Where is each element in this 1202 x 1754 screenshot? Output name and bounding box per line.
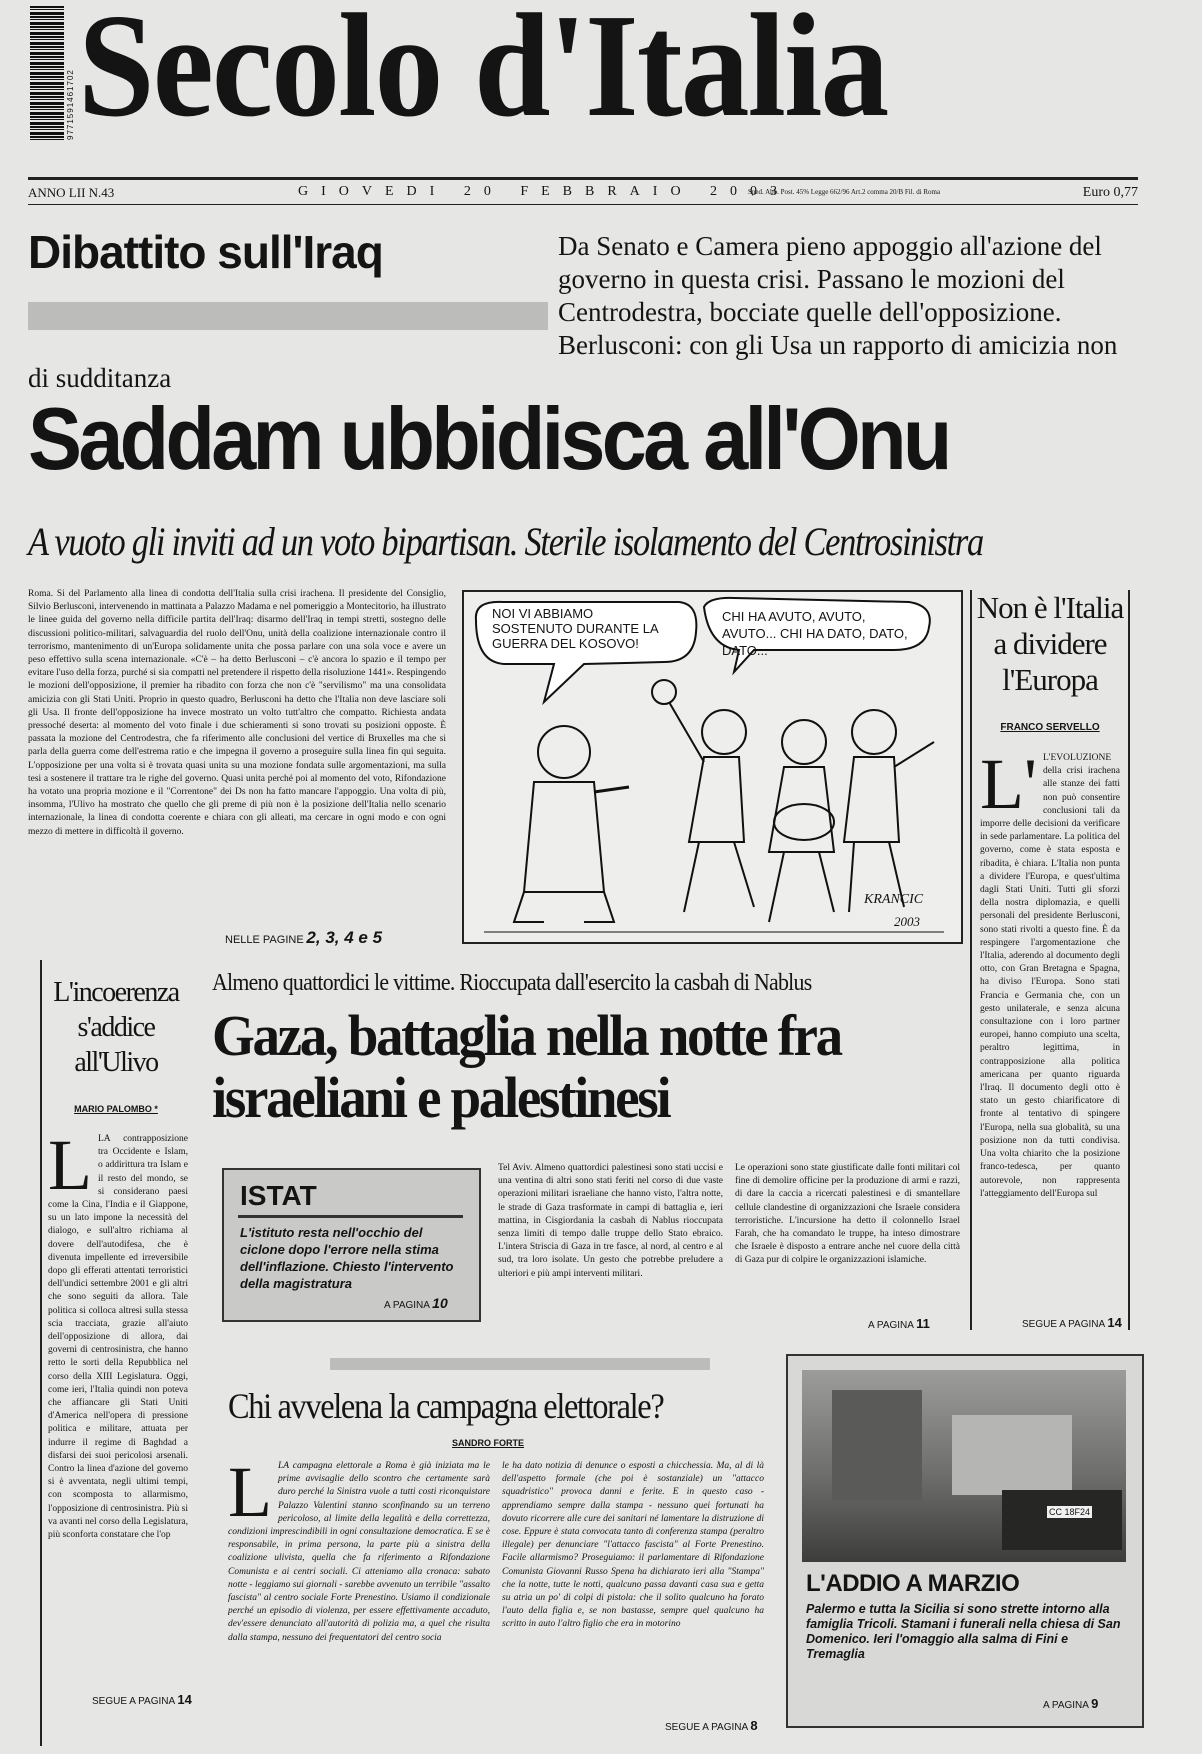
campagna-continue: SEGUE A PAGINA 8 [665, 1718, 758, 1733]
masthead-title: Secolo d'Italia [78, 0, 888, 148]
photo-tree [832, 1390, 922, 1500]
gaza-headline: Gaza, battaglia nella notte fra israeliani e palestinesi [212, 1003, 841, 1130]
photo-building [952, 1415, 1072, 1495]
column-rule [970, 590, 972, 1330]
dateline [28, 183, 1138, 205]
campagna-headline: Chi avvelena la campagna elettorale? [228, 1386, 664, 1426]
barcode-number: 9771591461702 [66, 69, 75, 140]
marzio-continue: A PAGINA 9 [1043, 1696, 1099, 1711]
rule [238, 1215, 463, 1218]
europe-continue: SEGUE A PAGINA 14 [1022, 1315, 1122, 1330]
ulivo-body: L LA contrapposizione tra Occidente e Islam, o addirittura tra Islam e il resto del mondo, se si considerano paesi come la Cina, l'India e il Giappone, su un lato impone la necessità del dialogo, e sull'altro richiama al dovere dell'autodifesa, che è divenuta impellente ed irreversibile dopo gli efferati attentati terroristici dell'undici settembre 2001 e gli altri che sono seguiti da allora. Tale politica si colloca altresì sulla stessa scia tracciata, grazie all'aiuto dell'opposizione di allora, dai governi di centrosinistra, che hanno retto le sorti della Repubblica nel corso della XIII Legislatura. Oggi, come ieri, l'Italia quindi non poteva che affiancare gli Stati Uniti d'America nell'opera di pressione politica e militare, attuata per indurre il regime di Baghdad a disfarsi dei suoi pericolosi arsenali. Contro la linea d'azione del governo si è avventata, negli ultimi tempi, con scomposta to allarmismo, l'opposizione di centrosinistra. Più si va avanti nel corso della Legislatura, più sconforta constatare che l'op [48, 1133, 188, 1541]
lead-headline: Saddam ubbidisca all'Onu [28, 389, 949, 488]
price: Euro 0,77 [1082, 185, 1138, 200]
marzio-box [786, 1354, 1144, 1728]
europe-body: L' L'EVOLUZIONE della crisi irachena alle stanze dei fatti non può consentire conclusioni tali da imporre delle decisioni da verificare in sede parlamentare. La politica del governo, come è stata esposta e ribadita, è chiara. L'Italia non punta a dividere l'Europa, e quest'ultima dagli Stati Uniti. Tutti gli sforzi della nostra diplomazia, e quelli personali del presidente Berlusconi, sono stati rivolti a questo fine. È da respingere l'argomentazione che l'Italia, aderendo al documento degli otto, con Gran Bretagna e Spagna, ha diviso l'Europa. Sono stati Francia e Germania che, con un gesto unilaterale, e senza alcuna consultazione con i loro partner europei, hanno compiuto una scelta, peraltro legittima, in contrapposizione alla politica americana per quanto riguarda l'Iraq. Il documento degli otto è stato un gesto chiarificatore di fronte al tentativo di spingere l'Europa, nella sua globalità, su una posizione non da tutti condivisa. Una volta chiarito che la posizione franco-tedesca, per quanto autorevole, non rappresenta l'atteggiamento dell'Europa sul [980, 752, 1120, 1199]
cartoon-signature: KRANCIC [864, 892, 924, 907]
istat-continue: A PAGINA 10 [384, 1295, 448, 1311]
postal-info: Sped. Abb. Post. 45% Legge 662/96 Art.2 comma 20/B Fil. di Roma [748, 188, 941, 196]
istat-text: L'istituto resta nell'occhio del ciclone dopo l'errore nella stima dell'inflazione. Chiesto l'intervento della magistratura [240, 1225, 454, 1291]
rule [28, 204, 1138, 205]
europe-headline: Non è l'Italia a dividere l'Europa [976, 590, 1124, 697]
lead-body: Roma. Si del Parlamento alla linea di condotta dell'Italia sulla crisi irachena. Il presidente del Consiglio, Silvio Berlusconi, intervenendo in mattinata a Palazzo Madama e nel pomeriggio a Montecitorio, ha illustrato le linee guida del governo nella difficile partita dell'Iraq: disarmo dell'Iraq in tempi stretti, sostegno delle discussioni politico-militari, salvaguardia del ruolo dell'Onu, unità della coalizione internazionale contro il terrorismo, mantenimento di un'Europa solidamente unita che possa parlare con una sola voce e avere un peso effettivo sulla scena internazionale. «C'è – ha detto Berlusconi – c'è ancora lo spazio e il tempo per evitare l'uso della forza, purché si sia compatti nel pretendere il rispetto della risoluzione 1441». Respingendo le mozioni dell'opposizione, il premier ha ribadito con forza che non c'è "servilismo" ma una consolidata amicizia con gli Stati Uniti. Proprio in questo quadro, Berlusconi ha detto che l'Italia non deve lasciare soli gli Usa. Il fronte dell'opposizione ha invece mostrato un volto tutt'altro che compatto. Richiesta andata pressoché deserta: al momento del voto finale i due schieramenti si sono trovati su posizioni opposte. È passata la mozione del Centrodestra, che fa riferimento alle conclusioni del vertice di Bruxelles ma che si parla della guerra come dell'estrema ratio e che impegna il governo a proseguire sulla linea fin qui seguita. L'opposizione per una volta si è trovata quasi unita su una mozione fondata sulle argomentazioni, ma sulla tesi a sostenere il trattare tra le righe del governo. Quasi unita perché poi al momento del voto, Rifondazione ha votato una propria mozione e il "Correntone" dei Ds non ha fatto mancare l'appoggio. Una volta di più, insomma, l'Ulivo ha mostrato che quello che gli preme di più non è la posizione dell'Italia nello scenario internazionale, la linea di condotta coerente e chiara con gli alleati, ma cercare in ogni modo e con ogni mezzo di mettere in difficoltà il governo. [28, 589, 446, 837]
marzio-headline: L'ADDIO A MARZIO [806, 1570, 1020, 1597]
lead-summary: Da Senato e Camera pieno appoggio all'azione del governo in questa crisi. Passano le mozioni del Centrodestra, bocciate quelle dell'opposizione. Berlusconi: con gli Usa un rapporto di amicizia non di sudditanza [28, 231, 1118, 393]
funeral-photo [802, 1370, 1126, 1562]
photo-car [1002, 1490, 1122, 1550]
lead-pages-ref: NELLE PAGINE 2, 3, 4 e 5 [225, 928, 383, 947]
editorial-cartoon [462, 590, 963, 944]
issue-date: GIOVEDI 20 FEBBRAIO 2003 [298, 184, 791, 199]
lead-subhead: A vuoto gli inviti ad un voto bipartisan. Sterile isolamento del Centrosinistra [28, 519, 983, 564]
gaza-kicker: Almeno quattordici le vittime. Rioccupata dall'esercito la casbah di Nablus [212, 970, 812, 996]
europe-author: FRANCO SERVELLO [1000, 722, 1100, 733]
car-plate: CC 18F24 [1049, 1507, 1091, 1517]
campagna-author: SANDRO FORTE [452, 1438, 524, 1448]
ulivo-headline: L'incoerenza s'addice all'Ulivo [53, 977, 179, 1078]
cartoon-bubble-left: NOI VI ABBIAMO SOSTENUTO DURANTE LA GUERRA DEL KOSOVO! [492, 606, 658, 651]
barcode [30, 6, 64, 142]
ulivo-continue: SEGUE A PAGINA 14 [92, 1692, 192, 1707]
column-rule [1128, 590, 1130, 1330]
campagna-body-left: L LA campagna elettorale a Roma è già iniziata ma le prime avvisaglie dello scontro che certamente sarà duro perché la Sinistra vuole a tutti costi riconquistare Palazzo Valentini stanno sconfinando su un terreno pericoloso, al limite della legalità e della correttezza, condizioni imprescindibili in ogni consultazione democratica. E se è responsabile, in prima persona, la parte più a sinistra della coalizione ulivista, quella che fa riferimento a Rifondazione Comunista e ai centri sociali. Ci atteniamo alla cronaca: sabato notte - leggiamo sui giornali - sarebbe avvenuto un terribile "assalto fascista" al centro sociale Forte Prenestino. Usiamo il condizionale perché un episodio di violenza, per essere effettivamente accaduto, dev'essere denunciato all'autorità di polizia ma, a quel che risulta dalla stampa, nessuno dei frequentatori del centro socia [228, 1460, 490, 1643]
istat-box [222, 1168, 481, 1322]
rule [28, 177, 1138, 180]
ulivo-author: MARIO PALOMBO * [74, 1104, 158, 1114]
marzio-text: Palermo e tutta la Sicilia si sono strette intorno alla famiglia Tricoli. Stamani i funerali nella chiesa di San Domenico. Ieri l'omaggio alla salma di Fini e Tremaglia [806, 1602, 1121, 1661]
lead-kicker: Dibattito sull'Iraq [28, 226, 383, 278]
shaded-band [330, 1358, 710, 1370]
cartoon-year: 2003 [894, 914, 920, 929]
cartoon-bubble-right: CHI HA AVUTO, AVUTO, AVUTO... CHI HA DATO, DATO, DATO... [722, 609, 908, 658]
gaza-continue: A PAGINA 11 [868, 1316, 930, 1331]
campagna-body-right: le ha dato notizia di denunce o esposti a chicchessia. Ma, al di là dell'aspetto formale (che poi è sostanziale) un "attacco squadristico" provoca danni e ferite. E in questo caso - apprendiamo sempre dalla stampa - nessuno quei fortunati ha dovuto ricorrere alle cure dei sanitari né lamentare la distruzione di cose. Eppure è stata convocata tanto di conferenza stampa (peraltro illegale) per denunciare "l'attacco fascista" al Forte Prenestino. Facile allarmismo? Proseguiamo: il parlamentare di Rifondazione Comunista Giovanni Russo Spena ha dichiarato ieri alla "Stampa" che la notte, tutte le notti, qualcuno passa davanti casa sua e getta su atria un po' di colpi di pistola: che il solito qualcuno ha forato l'auto della figlia e, se non bastasse, sempre quel qualcuno ha scritto in auto l'altro figlio che era in motorino [502, 1461, 764, 1630]
istat-label: ISTAT [240, 1180, 317, 1211]
gaza-body-right: Le operazioni sono state giustificate dalle fonti militari col fine di demolire officine per la produzione di armi e razzi, di dare la caccia a ricercati palestinesi e di smantellare cellule clandestine di organizzazioni che Israele considera terroristiche. L'incursione ha detto il colonnello Israel Farah, che ha comandato le truppe, ha inteso dimostrare che Israele è disposto a entrare anche nel cuore della città di Gaza pur di colpire le organizzazioni islamiche. [735, 1163, 960, 1266]
issue-number: ANNO LII N.43 [28, 185, 115, 200]
gaza-body-left: Tel Aviv. Almeno quattordici palestinesi sono stati uccisi e una ventina di altri sono stati feriti nel corso di due vaste operazioni militari israeliane che hanno visto, l'altra notte, le strade di Gaza trasformate in campi di battaglia e, ieri mattina, in Cisgiordania la casbah di Nablus rioccupata senza limiti di tempo dalle truppe dello Stato ebraico. L'intera Striscia di Gaza in tre fasce, al nord, al centro e al sud, tra loro isolate. Un gesto che potrebbe preludere a ulteriori e più ampi interventi militari. [498, 1163, 723, 1279]
